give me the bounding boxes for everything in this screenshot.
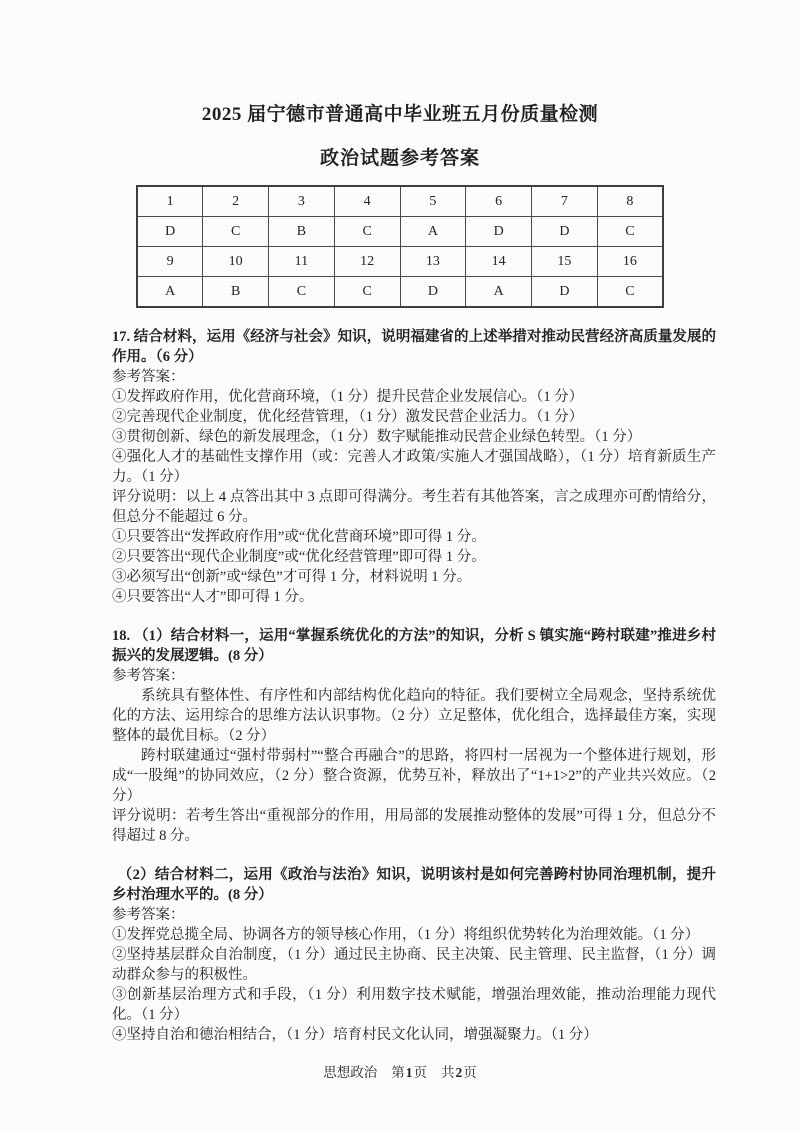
question-number-cell: 6 xyxy=(466,186,532,217)
scoring-note: 评分说明：以上 4 点答出其中 3 点即可得满分。考生若有其他答案，言之成理亦可酌情给分，但总分不能超过 6 分。 xyxy=(112,489,716,525)
table-row-question-numbers-9-16 xyxy=(137,247,663,277)
answer-point: ③创新基层治理方式和手段，（1 分）利用数字技术赋能，增强治理效能，推动治理能力现代化。（1 分） xyxy=(112,987,716,1023)
table-row-answers-9-16 xyxy=(137,277,663,308)
answer-cell: C xyxy=(334,217,400,247)
question-number-cell: 14 xyxy=(466,247,532,277)
answer-cell: D xyxy=(400,277,466,308)
answer-cell: A xyxy=(466,277,532,308)
footer-course-name: 思想政治 xyxy=(323,1065,378,1080)
answer-cell: C xyxy=(597,217,663,247)
answer-cell: A xyxy=(400,217,466,247)
reference-answer-label: 参考答案： xyxy=(112,369,185,385)
question-number-cell: 11 xyxy=(269,247,335,277)
answer-point: ④强化人才的基础性支撑作用（或：完善人才政策/实施人才强国战略），（1 分）培育新质生产力。（1 分） xyxy=(112,449,716,485)
footer-page-label: 第 xyxy=(391,1065,405,1080)
question-number-cell: 12 xyxy=(334,247,400,277)
answer-point: ②坚持基层群众自治制度，（1 分）通过民主协商、民主决策、民主管理、民主监督，（1 分）调动群众参与的积极性。 xyxy=(112,947,716,983)
answer-cell: B xyxy=(269,217,335,247)
answer-paragraph: 跨村联建通过“强村带弱村”“整合再融合”的思路，将四村一居视为一个整体进行规划，形成“一股绳”的协同效应，（2 分）整合资源，优势互补，释放出了“1+1>2”的产业共兴效应。（2 分） xyxy=(112,748,716,804)
footer-total-number: 2 xyxy=(455,1065,463,1080)
footer-page-number: 1 xyxy=(405,1065,413,1080)
question-number-cell: 5 xyxy=(400,186,466,217)
answer-cell: C xyxy=(597,277,663,308)
question-number-cell: 8 xyxy=(597,186,663,217)
answer-cell: D xyxy=(532,277,598,308)
exam-title: 2025 届宁德市普通高中毕业班五月份质量检测 xyxy=(201,104,599,125)
question-number-cell: 10 xyxy=(203,247,269,277)
question-number-cell: 7 xyxy=(532,186,598,217)
question-17-section xyxy=(112,327,716,607)
reference-answer-label: 参考答案： xyxy=(112,907,185,923)
answer-key-subtitle: 政治试题参考答案 xyxy=(319,148,480,169)
answer-point: ④坚持自治和德治相结合，（1 分）培育村民文化认同，增强凝聚力。（1 分） xyxy=(112,1027,598,1043)
answer-cell: A xyxy=(137,277,203,308)
answer-point: ①发挥政府作用，优化营商环境，（1 分）提升民营企业发展信心。（1 分） xyxy=(112,389,584,405)
scoring-point: ③必须写出“创新”或“绿色”才可得 1 分，材料说明 1 分。 xyxy=(112,569,472,585)
answer-point: ②完善现代企业制度，优化经营管理，（1 分）激发民营企业活力。（1 分） xyxy=(112,409,584,425)
question-number-cell: 4 xyxy=(334,186,400,217)
question-number-cell: 16 xyxy=(597,247,663,277)
scoring-point: ④只要答出“人才”即可得 1 分。 xyxy=(112,589,314,605)
scoring-point: ②只要答出“现代企业制度”或“优化经营管理”即可得 1 分。 xyxy=(112,549,486,565)
question-number-cell: 2 xyxy=(203,186,269,217)
answer-table xyxy=(136,185,664,308)
answer-cell: C xyxy=(269,277,335,308)
answer-cell: B xyxy=(203,277,269,308)
answer-point: ①发挥党总揽全局、协调各方的领导核心作用，（1 分）将组织优势转化为治理效能。（1 分） xyxy=(112,927,700,943)
answer-cell: D xyxy=(137,217,203,247)
question-number-cell: 15 xyxy=(532,247,598,277)
answer-paragraph: 系统具有整体性、有序性和内部结构优化趋向的特征。我们要树立全局观念，坚持系统优化的方法、运用综合的思维方法认识事物。（2 分）立足整体，优化组合，选择最佳方案，实现整体的最优目标。（2 分） xyxy=(112,688,716,744)
question-number-cell: 1 xyxy=(137,186,203,217)
answer-cell: C xyxy=(334,277,400,308)
scoring-point: ①只要答出“发挥政府作用”或“优化营商环境”即可得 1 分。 xyxy=(112,529,486,545)
question-number-cell: 13 xyxy=(400,247,466,277)
table-row-question-numbers-1-8 xyxy=(137,186,663,217)
answer-explanations xyxy=(112,327,716,1045)
footer-page-label: 页 xyxy=(413,1065,427,1080)
reference-answer-label: 参考答案： xyxy=(112,668,185,684)
answer-cell: D xyxy=(466,217,532,247)
question-17-stem: 17. 结合材料，运用《经济与社会》知识，说明福建省的上述举措对推动民营经济高质量发展的作用。（6 分） xyxy=(112,329,716,365)
answer-cell: C xyxy=(203,217,269,247)
question-18-1-stem: 18. （1）结合材料一，运用“掌握系统优化的方法”的知识，分析 S 镇实施“跨村联建”推进乡村振兴的发展逻辑。(8 分） xyxy=(112,628,716,664)
question-18-part1-section xyxy=(112,626,716,846)
question-18-2-stem: （2）结合材料二，运用《政治与法治》知识，说明该村是如何完善跨村协同治理机制，提升乡村治理水平的。(8 分） xyxy=(112,867,716,903)
footer-total-label: 共 xyxy=(441,1065,455,1080)
answer-cell: D xyxy=(532,217,598,247)
page-footer xyxy=(0,1061,800,1081)
answer-point: ③贯彻创新、绿色的新发展理念，（1 分）数字赋能推动民营企业绿色转型。（1 分） xyxy=(112,429,642,445)
question-number-cell: 3 xyxy=(269,186,335,217)
question-18-part2-section xyxy=(112,865,716,1045)
question-number-cell: 9 xyxy=(137,247,203,277)
scoring-note: 评分说明：若考生答出“重视部分的作用，用局部的发展推动整体的发展”可得 1 分，但总分不得超过 8 分。 xyxy=(112,808,716,844)
footer-total-label: 页 xyxy=(463,1065,477,1080)
table-row-answers-1-8 xyxy=(137,217,663,247)
